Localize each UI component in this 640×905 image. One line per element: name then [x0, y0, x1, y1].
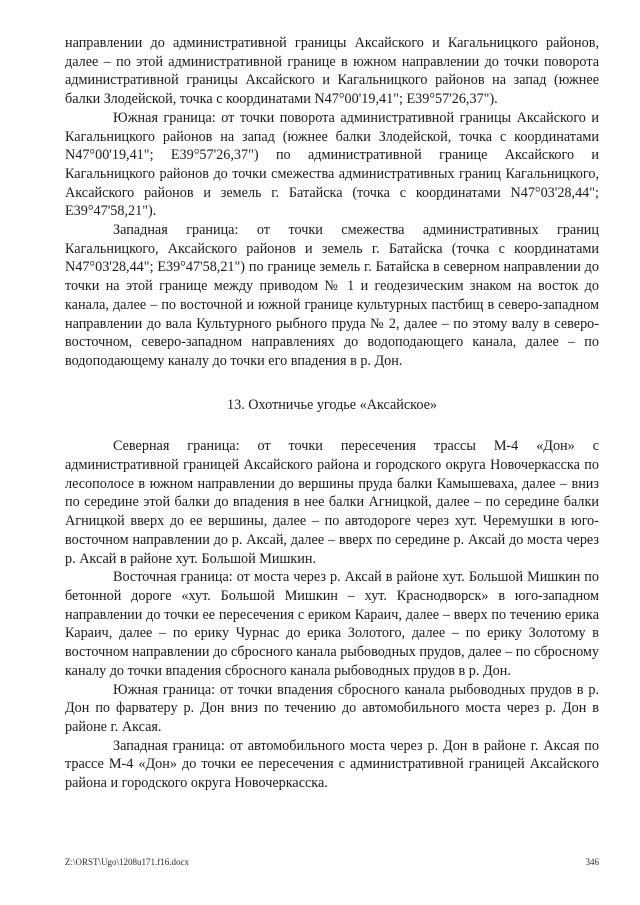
paragraph-aksai-southern-border: Южная граница: от точки впадения сбросного канала рыбоводных прудов в р. Дон по фарватеру р. Дон вниз по течению до автомобильного моста через р. Дон в районе г. Аксая.: [65, 681, 599, 735]
document-page: [65, 34, 599, 793]
paragraph-southern-border: Южная граница: от точки поворота административной границы Аксайского и Кагальницкого районов на запад (южнее балки Злодейской, точка с координатами N47°00'19,41"; E39°57'26,37") по административной границе Аксайского и Кагальницкого районов до точки смежества административных границ Кагальницкого, Аксайского районов и земель г. Батайска (точка с координатами N47°03'28,44"; E39°47'58,21").: [65, 109, 599, 220]
page-number: 346: [585, 857, 599, 867]
paragraph-aksai-western-border: Западная граница: от автомобильного моста через р. Дон в районе г. Аксая по трассе М-4 «Дон» до точки ее пересечения с административной границей Аксайского района и городского округа Новочеркасска.: [65, 737, 599, 792]
paragraph-northern-border-continuation: направлении до административной границы Аксайского и Кагальницкого районов, далее – по этой административной границе в южном направлении до точки поворота административной границы Аксайского и Кагальницкого районов на запад (южнее балки Злодейской, точка с координатами N47°00'19,41"; E39°57'26,37").: [65, 35, 599, 108]
paragraph-aksai-northern-border: Северная граница: от точки пересечения трассы М-4 «Дон» с административной границей Аксайского района и городского округа Новочеркасска по лесополосе в южном направлении до вершины пруда балки Камышеваха, далее – вниз по середине этой балки до впадения в нее балки Агницкой, далее – по середине балки Агницкой вверх до ее вершины, далее – по автодороге через хут. Черемушки в юго-восточном направлении до р. Аксай, далее – вверх по середине р. Аксай до моста через р. Аксай в районе хут. Большой Мишкин.: [65, 438, 599, 567]
section-heading: 13. Охотничье угодье «Аксайское»: [227, 396, 437, 413]
paragraph-aksai-eastern-border: Восточная граница: от моста через р. Аксай в районе хут. Большой Мишкин по бетонной дороге «хут. Большой Мишкин – хут. Краснодворск» в юго-западном направлении до точки ее пересечения с ериком Караич, далее – вверх по течению ерика Караич, далее – по ерику Чурнас до ерика Золотого, далее – по ерику Золотому в восточном направлении до сбросного канала рыбоводных прудов, далее – по сбросному каналу до точки впадения сбросного канала рыбоводных прудов в р. Дон.: [65, 569, 599, 679]
paragraph-western-border: Западная граница: от точки смежества административных границ Кагальницкого, Аксайского районов и земель г. Батайска (точка с координатами N47°03'28,44"; E39°47'58,21") по границе земель г. Батайска в северном направлении до точки на этой границе между приводом № 1 и геодезическим знаком на восток до канала, далее – по восточной и южной границе культурных пастбищ в северо-западном направлении до вала Культурного рыбного пруда № 2, далее – по этому валу в северо-восточном, северо-западном направлениях до водоподающего канала, далее – по водоподающему каналу до точки его впадения в р. Дон.: [65, 222, 599, 369]
footer-file-path: Z:\ORST\Ugo\1208u171.f16.docx: [65, 857, 189, 867]
